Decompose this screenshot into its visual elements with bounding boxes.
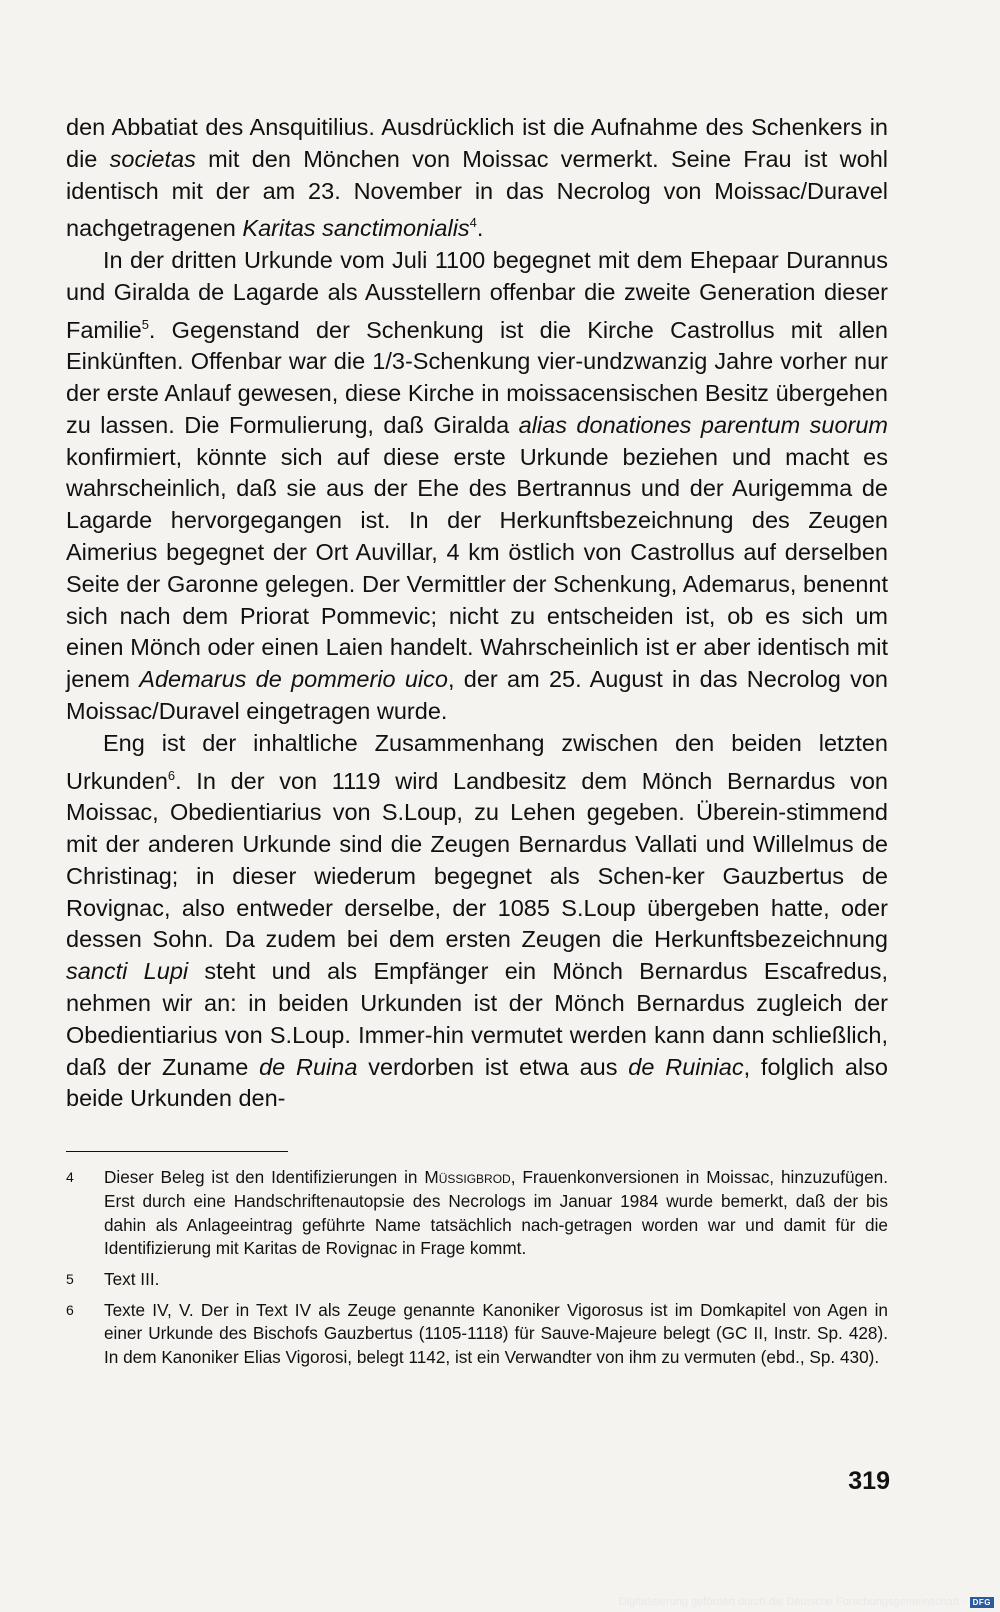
text-run: , Frauenkonversionen in Moissac, hinzuzufügen. Erst durch eine Handschriftenautopsie des Necrologs im Januar 1984 wurde bemerkt, daß der bis dahin als Anlageeintrag geführte Name tatsächlich nach-getragen worden war und damit für die Identifizierung mit Karitas de Rovignac in Frage kommt. <box>104 1167 888 1259</box>
text-run: den Abbatiat des Ansquitilius. Ausdrücklich ist die Aufnahme des Schenkers in die <box>66 114 888 172</box>
text-run: , der am 25. August in das Necrolog von Moissac/Duravel eingetragen wurde. <box>66 666 888 724</box>
italic-term: societas <box>109 145 196 172</box>
footnote-text <box>104 1268 888 1292</box>
page-number: 319 <box>848 1467 890 1495</box>
text-run: Dieser Beleg ist den Identifizierungen in <box>104 1167 425 1188</box>
italic-term: Ademarus de pommerio uico <box>139 666 448 693</box>
body-text <box>66 112 888 1115</box>
italic-term: de Ruiniac <box>628 1053 744 1080</box>
text-run: Text III. <box>104 1269 160 1289</box>
paragraph <box>66 728 888 1115</box>
footnote-ref: 6 <box>167 767 176 783</box>
text-run: steht und als Empfänger ein Mönch Bernardus Escafredus, nehmen wir an: in beiden Urkunden ist der Mönch Bernardus zugleich der Obedientiarius von S.Loup. Immer-hin vermutet werden kann dann schließlich, daß der Zuname <box>66 958 888 1080</box>
text-run: Texte IV, V. Der in Text IV als Zeuge genannte Kanoniker Vigorosus ist im Domkapitel von Agen in einer Urkunde des Bischofs Gauzbertus (1105-1118) für Sauve-Majeure belegt (GC II, Instr. Sp. 428). In dem Kanoniker Elias Vigorosi, belegt 1142, ist ein Verwandter von ihm zu vermuten (ebd., Sp. 430). <box>104 1299 888 1368</box>
footnote-ref: 5 <box>141 316 149 332</box>
italic-term: de Ruina <box>259 1053 358 1080</box>
text-run: . Gegenstand der Schenkung ist die Kirche Castrollus mit allen Einkünften. Offenbar war die 1/3-Schenkung vier-undzwanzig Jahre vorher nur der erste Anlauf gewesen, diese Kirche in moissacensischen Besitz übergehen zu lassen. Die Formulierung, daß Giralda <box>66 316 888 438</box>
italic-term: Karitas sanctimonialis <box>242 215 470 242</box>
footnote-rule <box>66 1151 288 1152</box>
footnotes <box>66 1166 888 1370</box>
footnote-text <box>104 1166 888 1261</box>
text-run: In der dritten Urkunde vom Juli 1100 begegnet mit dem Ehepaar Durannus und Giralda de Lagarde als Ausstellern offenbar die zweite Generation dieser Familie <box>66 247 888 343</box>
footnote-number: 5 <box>66 1271 74 1287</box>
credit-text: Digitalisierung gefördert durch die Deutsche Forschungsgemeinschaft - <box>618 1596 966 1608</box>
paragraph <box>66 112 888 245</box>
footnote-text <box>104 1299 888 1370</box>
footnote <box>66 1268 888 1292</box>
italic-term: sancti Lupi <box>66 958 189 985</box>
paragraph <box>66 245 888 728</box>
footnote-number: 6 <box>66 1301 74 1318</box>
text-run: verdorben ist etwa aus <box>357 1053 629 1080</box>
text-run: . <box>476 215 484 242</box>
italic-term: alias donationes parentum suorum <box>518 411 889 438</box>
footnote-number: 4 <box>66 1169 74 1186</box>
digitization-credit <box>619 1596 994 1608</box>
dfg-logo: DFG <box>970 1597 994 1608</box>
text-run: . In der von 1119 wird Landbesitz dem Mönch Bernardus von Moissac, Obedientiarius von S.Loup, zu Lehen gegeben. Überein-stimmend mit der anderen Urkunde sind die Zeugen Bernardus Vallati und Willelmus de Christinag; in dieser wiederum begegnet als Schen-ker Gauzbertus de Rovignac, also entweder derselbe, der 1085 S.Loup übergeben hatte, oder dessen Sohn. Da zudem bei dem ersten Zeugen die Herkunftsbezeichnung <box>66 767 888 953</box>
text-run: , folglich also beide Urkunden den- <box>66 1053 888 1112</box>
text-run: Eng ist der inhaltliche Zusammenhang zwischen den beiden letzten Urkunden <box>66 729 888 794</box>
author-name: Müssigbrod <box>424 1167 511 1188</box>
footnote <box>66 1299 888 1370</box>
footnote-ref: 4 <box>469 215 477 231</box>
text-run: mit den Mönchen von Moissac vermerkt. Seine Frau ist wohl identisch mit der am 23. November in das Necrolog von Moissac/Duravel nachgetragenen <box>66 145 888 242</box>
text-run: konfirmiert, könnte sich auf diese erste Urkunde beziehen und macht es wahrscheinlich, daß sie aus der Ehe des Bertrannus und der Aurigemma de Lagarde hervorgegangen ist. In der Herkunftsbezeichnung des Zeugen Aimerius begegnet der Ort Auvillar, 4 km östlich von Castrollus auf derselben Seite der Garonne gelegen. Der Vermittler der Schenkung, Ademarus, benennt sich nach dem Priorat Pommevic; nicht zu entscheiden ist, ob es sich um einen Mönch oder einen Laien handelt. Wahrscheinlich ist er aber identisch mit jenem <box>66 443 888 693</box>
footnote <box>66 1166 888 1261</box>
